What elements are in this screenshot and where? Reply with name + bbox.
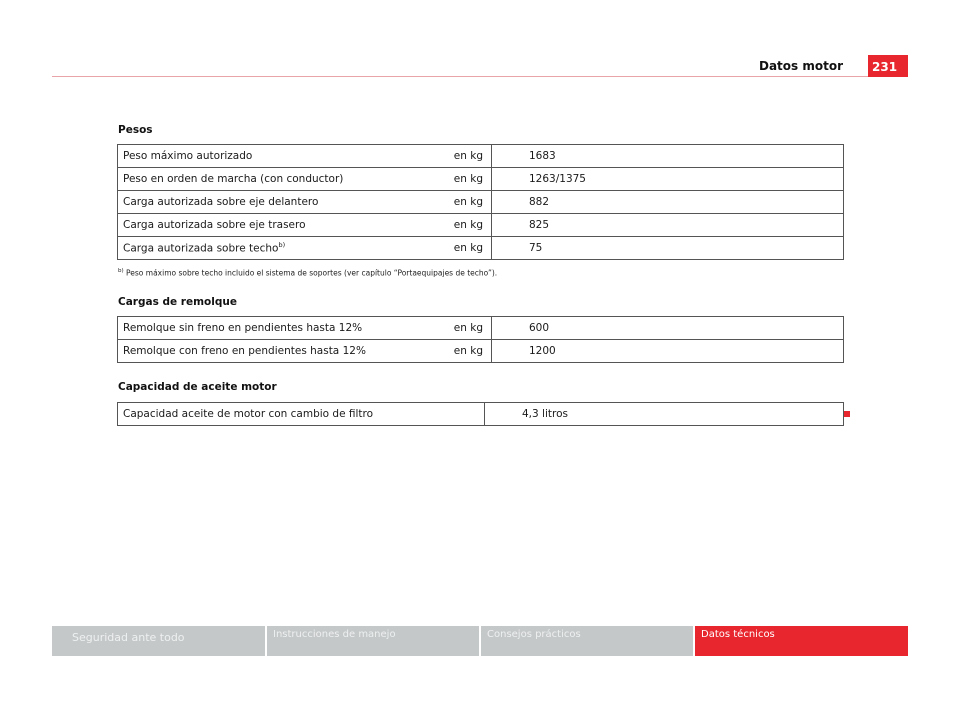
row-unit: en kg [438, 214, 492, 237]
footnote [118, 268, 497, 278]
row-unit: en kg [438, 168, 492, 191]
row-label-with-footnote [118, 237, 439, 260]
footer-tab-instrucciones[interactable]: Instrucciones de manejo [267, 626, 479, 656]
table-row [118, 403, 844, 426]
table-row [118, 145, 844, 168]
weights-table [117, 144, 844, 260]
section-title-pesos: Pesos [118, 124, 153, 136]
row-label: Remolque sin freno en pendientes hasta 12% [118, 317, 439, 340]
row-value: 882 [492, 191, 844, 214]
footer-tab-consejos[interactable]: Consejos prácticos [481, 626, 693, 656]
row-label: Capacidad aceite de motor con cambio de filtro [118, 403, 485, 426]
row-value: 1683 [492, 145, 844, 168]
oil-table [117, 402, 844, 426]
row-label: Peso máximo autorizado [118, 145, 439, 168]
header-rule [52, 76, 908, 77]
section-title-remolque: Cargas de remolque [118, 296, 237, 308]
footnote-reference: b) [278, 241, 286, 250]
trailer-table [117, 316, 844, 363]
row-label: Remolque con freno en pendientes hasta 12% [118, 340, 439, 363]
table-row [118, 340, 844, 363]
row-unit: en kg [438, 191, 492, 214]
row-value: 825 [492, 214, 844, 237]
row-unit: en kg [438, 237, 492, 260]
footer-tab-datos-tecnicos[interactable]: Datos técnicos [695, 626, 908, 656]
table-row [118, 317, 844, 340]
row-unit: en kg [438, 145, 492, 168]
table-row [118, 191, 844, 214]
row-value: 600 [492, 317, 844, 340]
row-value: 1200 [492, 340, 844, 363]
row-label: Carga autorizada sobre techo [123, 242, 279, 255]
row-label: Peso en orden de marcha (con conductor) [118, 168, 439, 191]
row-label: Carga autorizada sobre eje trasero [118, 214, 439, 237]
row-value: 4,3 litros [485, 403, 844, 426]
end-of-section-square-icon [844, 411, 850, 417]
page-title: Datos motor [758, 59, 843, 73]
footnote-text: Peso máximo sobre techo incluido el sistema de soportes (ver capítulo “Portaequipajes de techo”). [126, 268, 498, 278]
table-row [118, 168, 844, 191]
row-unit: en kg [438, 340, 492, 363]
section-title-aceite: Capacidad de aceite motor [118, 381, 277, 393]
table-row [118, 214, 844, 237]
row-value: 75 [492, 237, 844, 260]
row-unit: en kg [438, 317, 492, 340]
footer-tab-seguridad[interactable]: Seguridad ante todo [52, 626, 265, 656]
footnote-mark: b) [118, 268, 124, 274]
page-number: 231 [868, 55, 908, 77]
row-value: 1263/1375 [492, 168, 844, 191]
row-label: Carga autorizada sobre eje delantero [118, 191, 439, 214]
table-row [118, 237, 844, 260]
